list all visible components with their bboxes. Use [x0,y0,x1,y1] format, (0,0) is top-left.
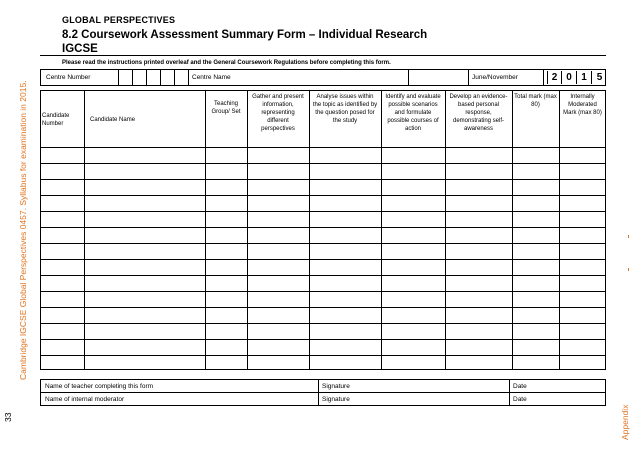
col-gather-present: Gather and present information, representing different perspectives [252,94,304,132]
centre-number-box[interactable] [147,70,161,85]
col-total-mark: Total mark (max 80) [514,94,557,108]
col-candidate-name: Candidate Name [90,117,136,123]
moderator-signature-label: Signature [322,396,350,403]
teacher-signature-label: Signature [322,383,350,390]
table-row[interactable] [40,179,606,180]
table-row[interactable] [40,259,606,260]
centre-name-label: Centre Name [192,74,231,81]
table-row[interactable] [40,211,606,212]
year-digit: 1 [577,71,592,84]
session-field[interactable] [469,70,544,85]
margin-tick [628,268,629,271]
table-row[interactable] [40,275,606,276]
centre-name-field[interactable] [189,70,409,85]
table-row[interactable] [40,323,606,324]
page-number: 33 [3,412,13,422]
candidate-marks-table [40,90,606,370]
centre-number-box[interactable] [119,70,133,85]
appendix-label: Appendix [620,404,630,440]
subject-heading: GLOBAL PERSPECTIVES [62,15,176,25]
col-develop-response: Develop an evidence-based personal response, demonstrating self-awareness [449,94,508,132]
moderator-date-label: Date [513,396,527,403]
moderator-name-label: Name of internal moderator [45,396,125,403]
centre-number-box[interactable] [175,70,189,85]
centre-number-label: Centre Number [46,74,91,81]
title-rule [40,55,606,56]
centre-number-label-cell [41,70,119,85]
year-digit: 2 [547,71,562,84]
teacher-date-label: Date [513,383,527,390]
table-row[interactable] [40,355,606,356]
margin-tick [628,235,629,238]
col-candidate-number: Candidate Number [42,113,70,127]
year-digit: 5 [596,72,603,83]
centre-number-box[interactable] [133,70,147,85]
qualification-level: IGCSE [62,43,98,55]
col-identify-evaluate: Identify and evaluate possible scenarios and formulate possible courses of action [385,94,441,132]
table-row[interactable] [40,291,606,292]
table-row[interactable] [40,163,606,164]
centre-name-extra-cell[interactable] [409,70,469,85]
table-row[interactable] [40,307,606,308]
col-moderated-mark: Internally Moderated Mark (max 80) [563,94,602,116]
signature-section [40,379,606,406]
teacher-name-label: Name of teacher completing this form [45,383,154,390]
instructions-text: Please read the instructions printed overleaf and the General Coursework Regulations before completing this form. [62,60,391,66]
table-row[interactable] [40,195,606,196]
col-teaching-group: Teaching Group/ Set [211,101,241,115]
table-row[interactable] [40,339,606,340]
table-row[interactable] [40,227,606,228]
col-analyse-issues: Analyse issues within the topic as identified by the question posed for the study [312,94,378,124]
session-label: June/November [472,74,518,81]
year-digit: 0 [562,71,577,84]
form-title: 8.2 Coursework Assessment Summary Form – Individual Research [62,29,428,41]
centre-number-box[interactable] [161,70,175,85]
syllabus-side-text: Cambridge IGCSE Global Perspectives 0457. Syllabus for examination in 2015. [18,80,28,380]
table-row[interactable] [40,243,606,244]
centre-header-row [40,69,606,86]
